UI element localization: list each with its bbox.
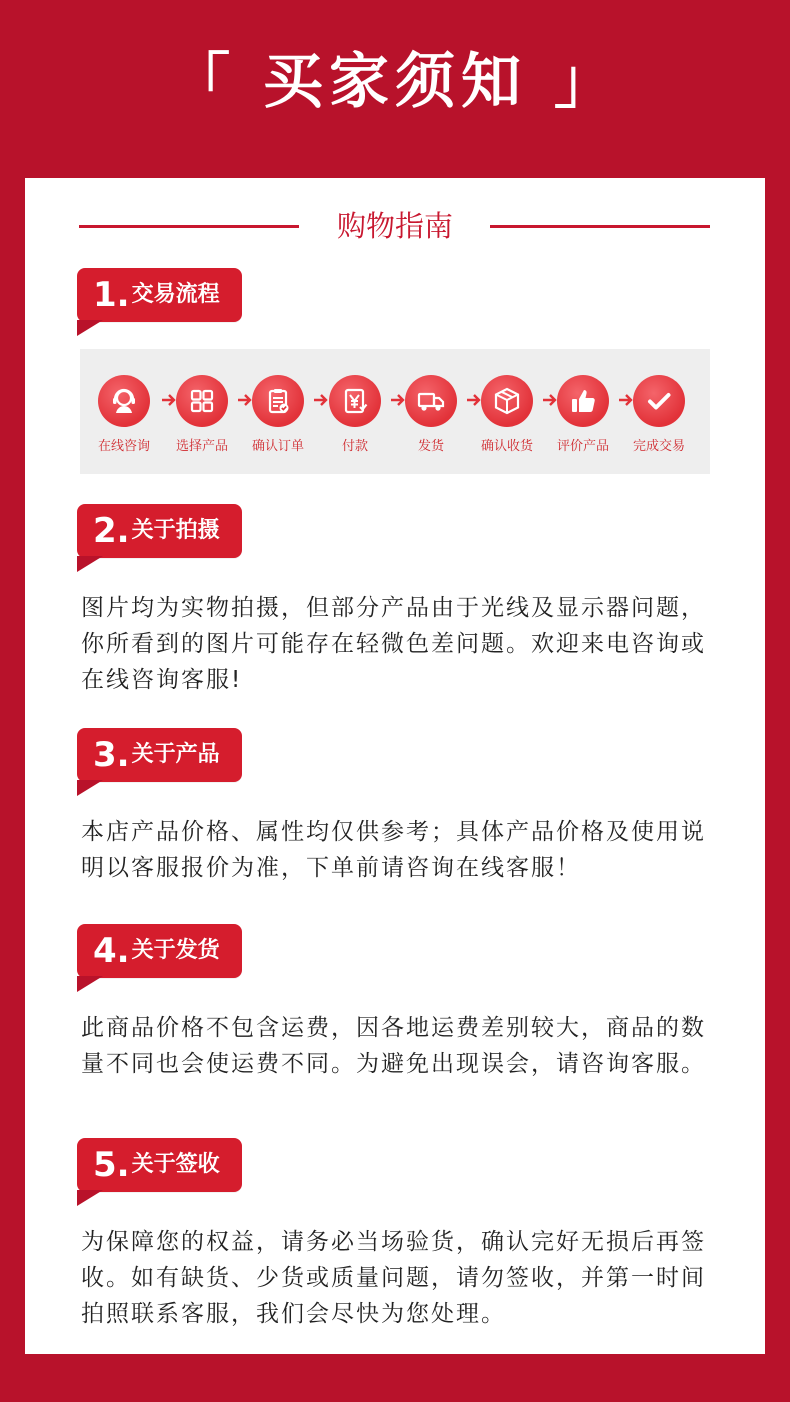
checkmark-icon	[643, 385, 675, 417]
divider-left	[79, 225, 299, 228]
page-title: 「 买家须知 」	[170, 47, 620, 117]
delivery-truck-icon	[415, 385, 447, 417]
yen-payment-icon	[339, 385, 371, 417]
section-tag-shipping	[77, 924, 242, 978]
section-label: 关于发货	[131, 938, 220, 963]
section-label: 关于签收	[131, 1152, 220, 1177]
section-number: 4.	[93, 931, 130, 971]
section-heading	[25, 204, 765, 248]
grid-icon	[186, 385, 218, 417]
section-tag-receipt	[77, 1138, 242, 1192]
section-tag-photography	[77, 504, 242, 558]
process-flow	[80, 349, 710, 474]
header-banner	[0, 0, 790, 178]
divider-right	[490, 225, 710, 228]
clipboard-check-icon	[262, 385, 294, 417]
flow-step-select	[164, 375, 240, 454]
guide-card	[25, 178, 765, 1354]
section-number: 5.	[93, 1145, 130, 1185]
flow-step-receive	[469, 375, 545, 454]
flow-label: 确认收货	[480, 439, 533, 454]
section-label: 交易流程	[131, 282, 220, 307]
flow-step-confirm-order	[240, 375, 316, 454]
flow-label: 发货	[417, 439, 444, 454]
section-tag-products	[77, 728, 242, 782]
flow-step-consult	[86, 375, 162, 454]
customer-service-icon	[108, 385, 140, 417]
section-text-shipping: 此商品价格不包含运费，因各地运费差别较大，商品的数量不同也会使运费不同。为避免出现误会，请咨询客服。	[81, 1015, 706, 1077]
guide-heading: 购物指南	[336, 209, 453, 243]
flow-label: 付款	[341, 439, 368, 454]
section-label: 关于拍摄	[131, 518, 220, 543]
section-number: 1.	[93, 275, 130, 315]
section-tag-trade-process	[77, 268, 242, 322]
flow-label: 确认订单	[251, 439, 304, 454]
section-text-products: 本店产品价格、属性均仅供参考；具体产品价格及使用说明以客服报价为准，下单前请咨询在线客服！	[81, 819, 706, 881]
package-icon	[491, 385, 523, 417]
section-label: 关于产品	[131, 742, 220, 767]
flow-label: 在线咨询	[97, 439, 150, 454]
flow-step-ship	[393, 375, 469, 454]
thumbs-up-icon	[567, 385, 599, 417]
flow-step-review	[545, 375, 621, 454]
flow-label: 评价产品	[556, 439, 609, 454]
flow-label: 完成交易	[632, 439, 685, 454]
section-text-photography: 图片均为实物拍摄，但部分产品由于光线及显示器问题，你所看到的图片可能存在轻微色差问题。欢迎来电咨询或在线咨询客服!	[81, 595, 706, 693]
flow-label: 选择产品	[175, 439, 228, 454]
flow-step-payment	[317, 375, 393, 454]
section-number: 2.	[93, 511, 130, 551]
section-number: 3.	[93, 735, 130, 775]
flow-step-complete	[621, 375, 697, 454]
section-text-receipt: 为保障您的权益，请务必当场验货，确认完好无损后再签收。如有缺货、少货或质量问题，请勿签收，并第一时间拍照联系客服，我们会尽快为您处理。	[81, 1229, 706, 1327]
